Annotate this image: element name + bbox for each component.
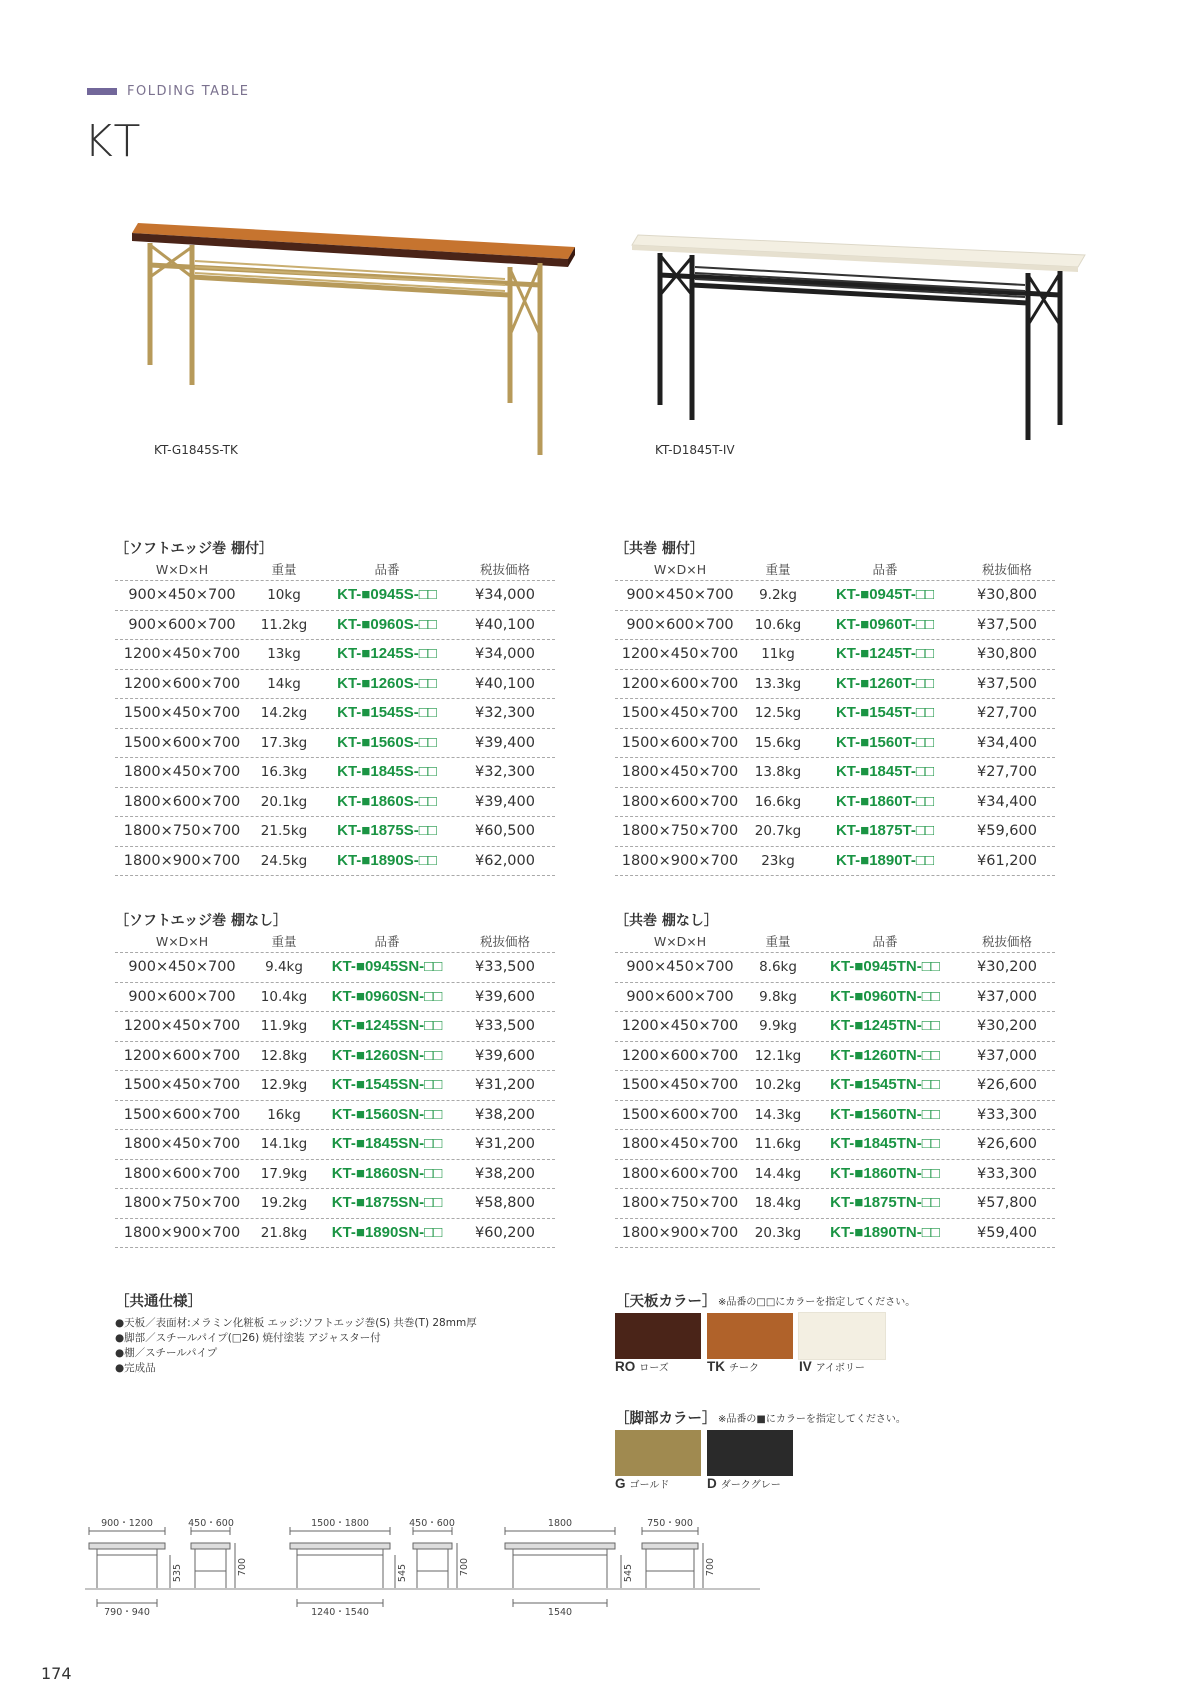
cell-part-number: KT-■1545SN-□□	[331, 1076, 443, 1093]
swatch-label	[707, 1476, 793, 1491]
cell-dimensions: 1800×600×700	[621, 793, 739, 810]
page-number: 174	[41, 1664, 72, 1683]
cell-weight: 14.2kg	[260, 705, 308, 721]
cell-price: ¥31,200	[475, 1077, 535, 1093]
cell-part-number: KT-■1245S-□□	[337, 645, 437, 662]
cell-part-number: KT-■1845S-□□	[337, 763, 437, 780]
column-header-dim: W×D×H	[653, 562, 707, 577]
dim-leg-2: 1240・1540	[311, 1607, 369, 1615]
cell-weight: 17.3kg	[260, 734, 308, 751]
table-row	[115, 847, 555, 877]
table-row	[115, 788, 555, 818]
cell-weight: 9.4kg	[265, 959, 303, 975]
table-row	[115, 1042, 555, 1072]
cell-dimensions: 1200×600×700	[123, 675, 241, 692]
color-swatch-d	[707, 1430, 793, 1491]
table-row	[615, 847, 1055, 877]
cell-price: ¥33,500	[475, 959, 535, 975]
cell-part-number: KT-■1860TN-□□	[830, 1164, 940, 1182]
cell-weight: 10.2kg	[754, 1077, 802, 1093]
column-header-price: 税抜価格	[981, 934, 1032, 949]
cell-price: ¥38,200	[475, 1106, 535, 1123]
cell-price: ¥33,500	[475, 1018, 535, 1034]
table-row	[615, 788, 1055, 818]
table-row	[115, 640, 555, 670]
cell-dimensions: 1800×750×700	[123, 1195, 241, 1211]
table-row	[615, 611, 1055, 641]
cell-price: ¥39,400	[475, 734, 535, 751]
cell-dimensions: 1800×750×700	[123, 823, 241, 839]
table-row	[115, 1012, 555, 1042]
cell-part-number: KT-■1875TN-□□	[830, 1194, 940, 1211]
cell-price: ¥58,800	[475, 1195, 535, 1211]
cell-dimensions: 1500×450×700	[123, 705, 241, 721]
dim-depth-3: 750・900	[647, 1518, 693, 1529]
swatch-label	[615, 1476, 701, 1491]
cell-weight: 10.6kg	[754, 616, 802, 633]
cell-weight: 13kg	[267, 646, 301, 662]
table-row	[615, 1219, 1055, 1249]
cell-part-number: KT-■1875S-□□	[337, 822, 437, 839]
product-photo-right	[630, 225, 1090, 465]
table-header-row	[615, 932, 1055, 952]
dim-height-2b: 700	[459, 1557, 470, 1577]
cell-price: ¥31,200	[475, 1136, 535, 1152]
cell-part-number: KT-■1890S-□□	[337, 851, 437, 869]
cell-price: ¥61,200	[977, 852, 1037, 869]
swatch-code: G	[615, 1476, 626, 1491]
cell-weight: 21.8kg	[260, 1224, 308, 1241]
cell-dimensions: 1800×600×700	[621, 1165, 739, 1182]
cell-weight: 12.8kg	[260, 1047, 308, 1064]
cell-price: ¥59,400	[977, 1224, 1037, 1241]
table-row	[615, 983, 1055, 1013]
table-row	[615, 729, 1055, 759]
top-color-note: ※品番の□□にカラーを指定してください。	[718, 1297, 916, 1308]
cell-dimensions: 900×450×700	[128, 959, 236, 975]
cell-weight: 9.8kg	[759, 988, 797, 1005]
table-header-row	[615, 560, 1055, 580]
category-row	[87, 84, 249, 99]
category-label: FOLDING TABLE	[127, 84, 250, 99]
swatch-code: D	[707, 1476, 717, 1491]
cell-weight: 12.9kg	[260, 1077, 308, 1093]
cell-part-number: KT-■1560S-□□	[337, 733, 437, 751]
price-table-common-edge-shelf	[615, 538, 1055, 876]
swatch-chip	[707, 1430, 793, 1476]
cell-weight: 14.1kg	[260, 1136, 308, 1152]
column-header-weight: 重量	[271, 934, 297, 949]
cell-price: ¥27,700	[977, 764, 1037, 780]
cell-dimensions: 1200×450×700	[123, 646, 241, 662]
column-header-part: 品番	[872, 562, 898, 577]
cell-dimensions: 1500×450×700	[123, 1077, 241, 1093]
cell-price: ¥37,500	[977, 675, 1037, 692]
category-bar	[87, 88, 117, 95]
column-header-part: 品番	[374, 934, 400, 949]
cell-part-number: KT-■1560T-□□	[835, 733, 935, 751]
cell-dimensions: 1800×900×700	[123, 852, 241, 869]
table-row	[615, 1130, 1055, 1160]
table-row	[115, 1160, 555, 1190]
spec-line: ●天板／表面材:メラミン化粧板 エッジ:ソフトエッジ巻(S) 共巻(T) 28mm厚	[115, 1317, 477, 1329]
cell-part-number: KT-■0960S-□□	[337, 615, 437, 633]
swatch-name: アイボリー	[815, 1363, 865, 1374]
cell-dimensions: 1500×600×700	[123, 1106, 241, 1123]
cell-price: ¥34,000	[475, 646, 535, 662]
table-row	[115, 817, 555, 847]
column-header-weight: 重量	[271, 562, 297, 577]
column-header-dim: W×D×H	[653, 934, 707, 949]
cell-weight: 19.2kg	[260, 1195, 308, 1211]
swatch-name: ローズ	[639, 1363, 669, 1374]
table-row	[615, 1012, 1055, 1042]
table-row	[115, 1101, 555, 1131]
cell-price: ¥26,600	[977, 1136, 1037, 1152]
common-spec-list	[115, 1316, 477, 1376]
cell-dimensions: 1500×600×700	[621, 1106, 739, 1123]
dim-height-1b: 700	[237, 1557, 248, 1577]
dim-width-3: 1800	[547, 1518, 573, 1529]
cell-weight: 14.3kg	[754, 1106, 802, 1123]
swatch-chip	[799, 1313, 885, 1359]
swatch-label	[615, 1359, 701, 1374]
table-heading: ［ソフトエッジ巻 棚付］	[115, 541, 274, 557]
table-header-row	[115, 932, 555, 952]
cell-part-number: KT-■1260TN-□□	[830, 1046, 940, 1064]
cell-dimensions: 1800×900×700	[123, 1224, 241, 1241]
cell-price: ¥37,000	[977, 988, 1037, 1005]
cell-dimensions: 900×450×700	[626, 587, 734, 603]
photo-caption-right: KT-D1845T-IV	[655, 443, 735, 457]
cell-price: ¥39,400	[475, 793, 535, 810]
cell-weight: 10.4kg	[260, 988, 308, 1005]
cell-price: ¥26,600	[977, 1077, 1037, 1093]
dim-height-3b: 700	[705, 1557, 716, 1577]
table-heading: ［共巻 棚なし］	[615, 913, 718, 929]
cell-dimensions: 900×450×700	[128, 587, 236, 603]
cell-part-number: KT-■1245SN-□□	[331, 1017, 443, 1034]
cell-part-number: KT-■0960SN-□□	[331, 987, 443, 1005]
dim-depth-1: 450・600	[188, 1518, 234, 1529]
color-swatch-g	[615, 1430, 701, 1491]
cell-weight: 11.6kg	[754, 1136, 802, 1152]
dimension-drawings	[85, 1515, 765, 1615]
table-row	[115, 952, 555, 983]
table-header-row	[115, 560, 555, 580]
table-row	[615, 670, 1055, 700]
cell-weight: 24.5kg	[260, 852, 308, 869]
cell-weight: 20.1kg	[260, 793, 308, 810]
table-row	[615, 758, 1055, 788]
cell-weight: 16.3kg	[260, 764, 308, 780]
price-table-soft-edge-no-shelf	[115, 910, 555, 1248]
dim-height-2a: 545	[397, 1563, 408, 1583]
cell-dimensions: 900×600×700	[626, 616, 734, 633]
cell-part-number: KT-■1560SN-□□	[331, 1105, 443, 1123]
table-row	[615, 1101, 1055, 1131]
swatch-chip	[615, 1313, 701, 1359]
table-row	[115, 983, 555, 1013]
cell-weight: 9.9kg	[759, 1018, 797, 1034]
cell-part-number: KT-■1260SN-□□	[331, 1046, 443, 1064]
cell-part-number: KT-■0945SN-□□	[331, 958, 443, 975]
top-color-swatches	[615, 1313, 885, 1374]
swatch-chip	[615, 1430, 701, 1476]
cell-price: ¥34,000	[475, 587, 535, 603]
table-row	[615, 1071, 1055, 1101]
cell-weight: 13.3kg	[754, 675, 802, 692]
cell-weight: 17.9kg	[260, 1165, 308, 1182]
table-row	[115, 1219, 555, 1249]
cell-part-number: KT-■1260T-□□	[835, 674, 935, 692]
column-header-dim: W×D×H	[155, 934, 209, 949]
table-row	[115, 699, 555, 729]
cell-price: ¥27,700	[977, 705, 1037, 721]
cell-part-number: KT-■1260S-□□	[337, 674, 437, 692]
cell-part-number: KT-■0945S-□□	[337, 586, 437, 603]
cell-dimensions: 900×450×700	[626, 959, 734, 975]
cell-part-number: KT-■0960T-□□	[835, 615, 935, 633]
cell-price: ¥34,400	[977, 793, 1037, 810]
leg-color-swatches	[615, 1430, 793, 1491]
table-row	[115, 611, 555, 641]
table-row	[615, 640, 1055, 670]
cell-dimensions: 900×600×700	[626, 988, 734, 1005]
cell-price: ¥34,400	[977, 734, 1037, 751]
cell-part-number: KT-■1890TN-□□	[830, 1223, 940, 1241]
column-header-weight: 重量	[765, 562, 791, 577]
cell-part-number: KT-■1545TN-□□	[830, 1076, 940, 1093]
table-row	[115, 580, 555, 611]
dim-depth-2: 450・600	[409, 1518, 455, 1529]
cell-dimensions: 1200×600×700	[621, 675, 739, 692]
cell-price: ¥33,300	[977, 1106, 1037, 1123]
cell-weight: 13.8kg	[754, 764, 802, 780]
column-header-part: 品番	[374, 562, 400, 577]
cell-weight: 23kg	[761, 852, 795, 869]
price-table-common-edge-no-shelf	[615, 910, 1055, 1248]
swatch-chip	[707, 1313, 793, 1359]
swatch-code: IV	[799, 1359, 812, 1374]
cell-dimensions: 1500×450×700	[621, 705, 739, 721]
cell-dimensions: 1800×900×700	[621, 1224, 739, 1241]
cell-price: ¥60,500	[475, 823, 535, 839]
cell-weight: 10kg	[267, 587, 301, 603]
column-header-dim: W×D×H	[155, 562, 209, 577]
cell-weight: 15.6kg	[754, 734, 802, 751]
cell-price: ¥30,200	[977, 1018, 1037, 1034]
cell-part-number: KT-■1845T-□□	[835, 763, 935, 780]
dim-height-1a: 535	[172, 1563, 183, 1583]
cell-price: ¥39,600	[475, 988, 535, 1005]
cell-part-number: KT-■1860S-□□	[337, 792, 437, 810]
cell-price: ¥30,800	[977, 646, 1037, 662]
dim-width-2: 1500・1800	[311, 1518, 369, 1529]
cell-part-number: KT-■1545T-□□	[835, 704, 935, 721]
swatch-label	[707, 1359, 793, 1374]
cell-price: ¥37,500	[977, 616, 1037, 633]
page-title: KT	[84, 116, 145, 167]
table-row	[615, 817, 1055, 847]
cell-price: ¥60,200	[475, 1224, 535, 1241]
cell-dimensions: 1500×600×700	[621, 734, 739, 751]
leg-color-heading: ［脚部カラー］	[615, 1411, 717, 1427]
cell-price: ¥40,100	[475, 675, 535, 692]
spec-line: ●完成品	[115, 1362, 156, 1374]
cell-weight: 12.1kg	[754, 1047, 802, 1064]
cell-part-number: KT-■1890T-□□	[835, 851, 935, 869]
color-swatch-ro	[615, 1313, 701, 1374]
table-heading: ［共巻 棚付］	[615, 541, 704, 557]
cell-price: ¥62,000	[475, 852, 535, 869]
cell-part-number: KT-■1875T-□□	[835, 822, 935, 839]
common-spec-heading: ［共通仕様］	[115, 1294, 202, 1310]
cell-part-number: KT-■1545S-□□	[337, 704, 437, 721]
table-row	[115, 729, 555, 759]
spec-line: ●脚部／スチールパイプ(□26) 焼付塗装 アジャスター付	[115, 1332, 381, 1344]
cell-part-number: KT-■1860SN-□□	[331, 1164, 443, 1182]
cell-price: ¥32,300	[475, 705, 535, 721]
cell-part-number: KT-■1245TN-□□	[830, 1017, 940, 1034]
cell-dimensions: 1200×450×700	[621, 646, 739, 662]
cell-dimensions: 1800×600×700	[123, 793, 241, 810]
cell-weight: 16.6kg	[754, 793, 802, 810]
cell-weight: 16kg	[267, 1106, 301, 1123]
cell-price: ¥38,200	[475, 1165, 535, 1182]
cell-price: ¥30,200	[977, 959, 1037, 975]
cell-weight: 11.9kg	[260, 1018, 308, 1034]
cell-dimensions: 1200×600×700	[123, 1047, 241, 1064]
swatch-code: TK	[707, 1359, 725, 1374]
cell-weight: 11.2kg	[260, 616, 308, 633]
cell-price: ¥59,600	[977, 823, 1037, 839]
cell-dimensions: 1800×600×700	[123, 1165, 241, 1182]
column-header-price: 税抜価格	[981, 562, 1032, 577]
cell-weight: 18.4kg	[754, 1195, 802, 1211]
column-header-part: 品番	[872, 934, 898, 949]
column-header-price: 税抜価格	[479, 934, 530, 949]
cell-part-number: KT-■1845SN-□□	[331, 1135, 443, 1152]
cell-price: ¥57,800	[977, 1195, 1037, 1211]
cell-part-number: KT-■1860T-□□	[835, 792, 935, 810]
price-table-soft-edge-shelf	[115, 538, 555, 876]
cell-dimensions: 1800×450×700	[123, 1136, 241, 1152]
swatch-label	[799, 1359, 885, 1374]
cell-dimensions: 900×600×700	[128, 616, 236, 633]
cell-dimensions: 1800×750×700	[621, 1195, 739, 1211]
table-row	[615, 1042, 1055, 1072]
cell-dimensions: 1800×450×700	[621, 1136, 739, 1152]
color-swatch-iv	[799, 1313, 885, 1374]
cell-dimensions: 1200×450×700	[123, 1018, 241, 1034]
cell-part-number: KT-■1875SN-□□	[331, 1194, 443, 1211]
cell-price: ¥39,600	[475, 1047, 535, 1064]
photo-caption-left: KT-G1845S-TK	[154, 443, 238, 457]
product-photo-left	[120, 215, 590, 465]
spec-line: ●棚／スチールパイプ	[115, 1347, 218, 1359]
cell-weight: 8.6kg	[759, 959, 797, 975]
cell-part-number: KT-■1245T-□□	[835, 645, 935, 662]
table-row	[115, 1130, 555, 1160]
cell-price: ¥32,300	[475, 764, 535, 780]
table-row	[615, 1160, 1055, 1190]
color-swatch-tk	[707, 1313, 793, 1374]
cell-weight: 12.5kg	[754, 705, 802, 721]
cell-dimensions: 1800×450×700	[621, 764, 739, 780]
cell-weight: 20.3kg	[754, 1224, 802, 1241]
dim-leg-3: 1540	[547, 1607, 573, 1615]
cell-dimensions: 1800×750×700	[621, 823, 739, 839]
cell-part-number: KT-■1560TN-□□	[830, 1105, 940, 1123]
cell-dimensions: 1800×900×700	[621, 852, 739, 869]
table-heading: ［ソフトエッジ巻 棚なし］	[115, 913, 288, 929]
dim-width-1: 900・1200	[101, 1518, 153, 1529]
table-row	[115, 1189, 555, 1219]
table-row	[615, 699, 1055, 729]
cell-part-number: KT-■1845TN-□□	[830, 1135, 940, 1152]
dim-leg-1: 790・940	[104, 1607, 150, 1615]
cell-price: ¥37,000	[977, 1047, 1037, 1064]
swatch-name: チーク	[729, 1363, 759, 1374]
swatch-code: RO	[615, 1359, 636, 1374]
table-row	[115, 670, 555, 700]
column-header-weight: 重量	[765, 934, 791, 949]
cell-part-number: KT-■0960TN-□□	[830, 987, 940, 1005]
cell-dimensions: 1200×450×700	[621, 1018, 739, 1034]
cell-part-number: KT-■1890SN-□□	[331, 1223, 443, 1241]
cell-weight: 20.7kg	[754, 823, 802, 839]
cell-dimensions: 900×600×700	[128, 988, 236, 1005]
column-header-price: 税抜価格	[479, 562, 530, 577]
cell-weight: 14kg	[267, 675, 301, 692]
top-color-heading: ［天板カラー］	[615, 1294, 717, 1310]
cell-weight: 14.4kg	[754, 1165, 802, 1182]
cell-price: ¥40,100	[475, 616, 535, 633]
table-row	[615, 1189, 1055, 1219]
cell-part-number: KT-■0945T-□□	[835, 586, 935, 603]
cell-weight: 9.2kg	[759, 587, 797, 603]
cell-price: ¥33,300	[977, 1165, 1037, 1182]
cell-part-number: KT-■0945TN-□□	[830, 958, 940, 975]
cell-dimensions: 1500×600×700	[123, 734, 241, 751]
cell-dimensions: 1800×450×700	[123, 764, 241, 780]
table-row	[115, 1071, 555, 1101]
cell-dimensions: 1500×450×700	[621, 1077, 739, 1093]
leg-color-note: ※品番の■にカラーを指定してください。	[718, 1414, 906, 1425]
table-row	[615, 580, 1055, 611]
cell-weight: 21.5kg	[260, 823, 308, 839]
table-row	[615, 952, 1055, 983]
cell-weight: 11kg	[761, 646, 795, 662]
swatch-name: ダークグレー	[720, 1480, 781, 1491]
swatch-name: ゴールド	[629, 1480, 670, 1491]
table-row	[115, 758, 555, 788]
dim-height-3a: 545	[623, 1563, 634, 1583]
cell-dimensions: 1200×600×700	[621, 1047, 739, 1064]
cell-price: ¥30,800	[977, 587, 1037, 603]
